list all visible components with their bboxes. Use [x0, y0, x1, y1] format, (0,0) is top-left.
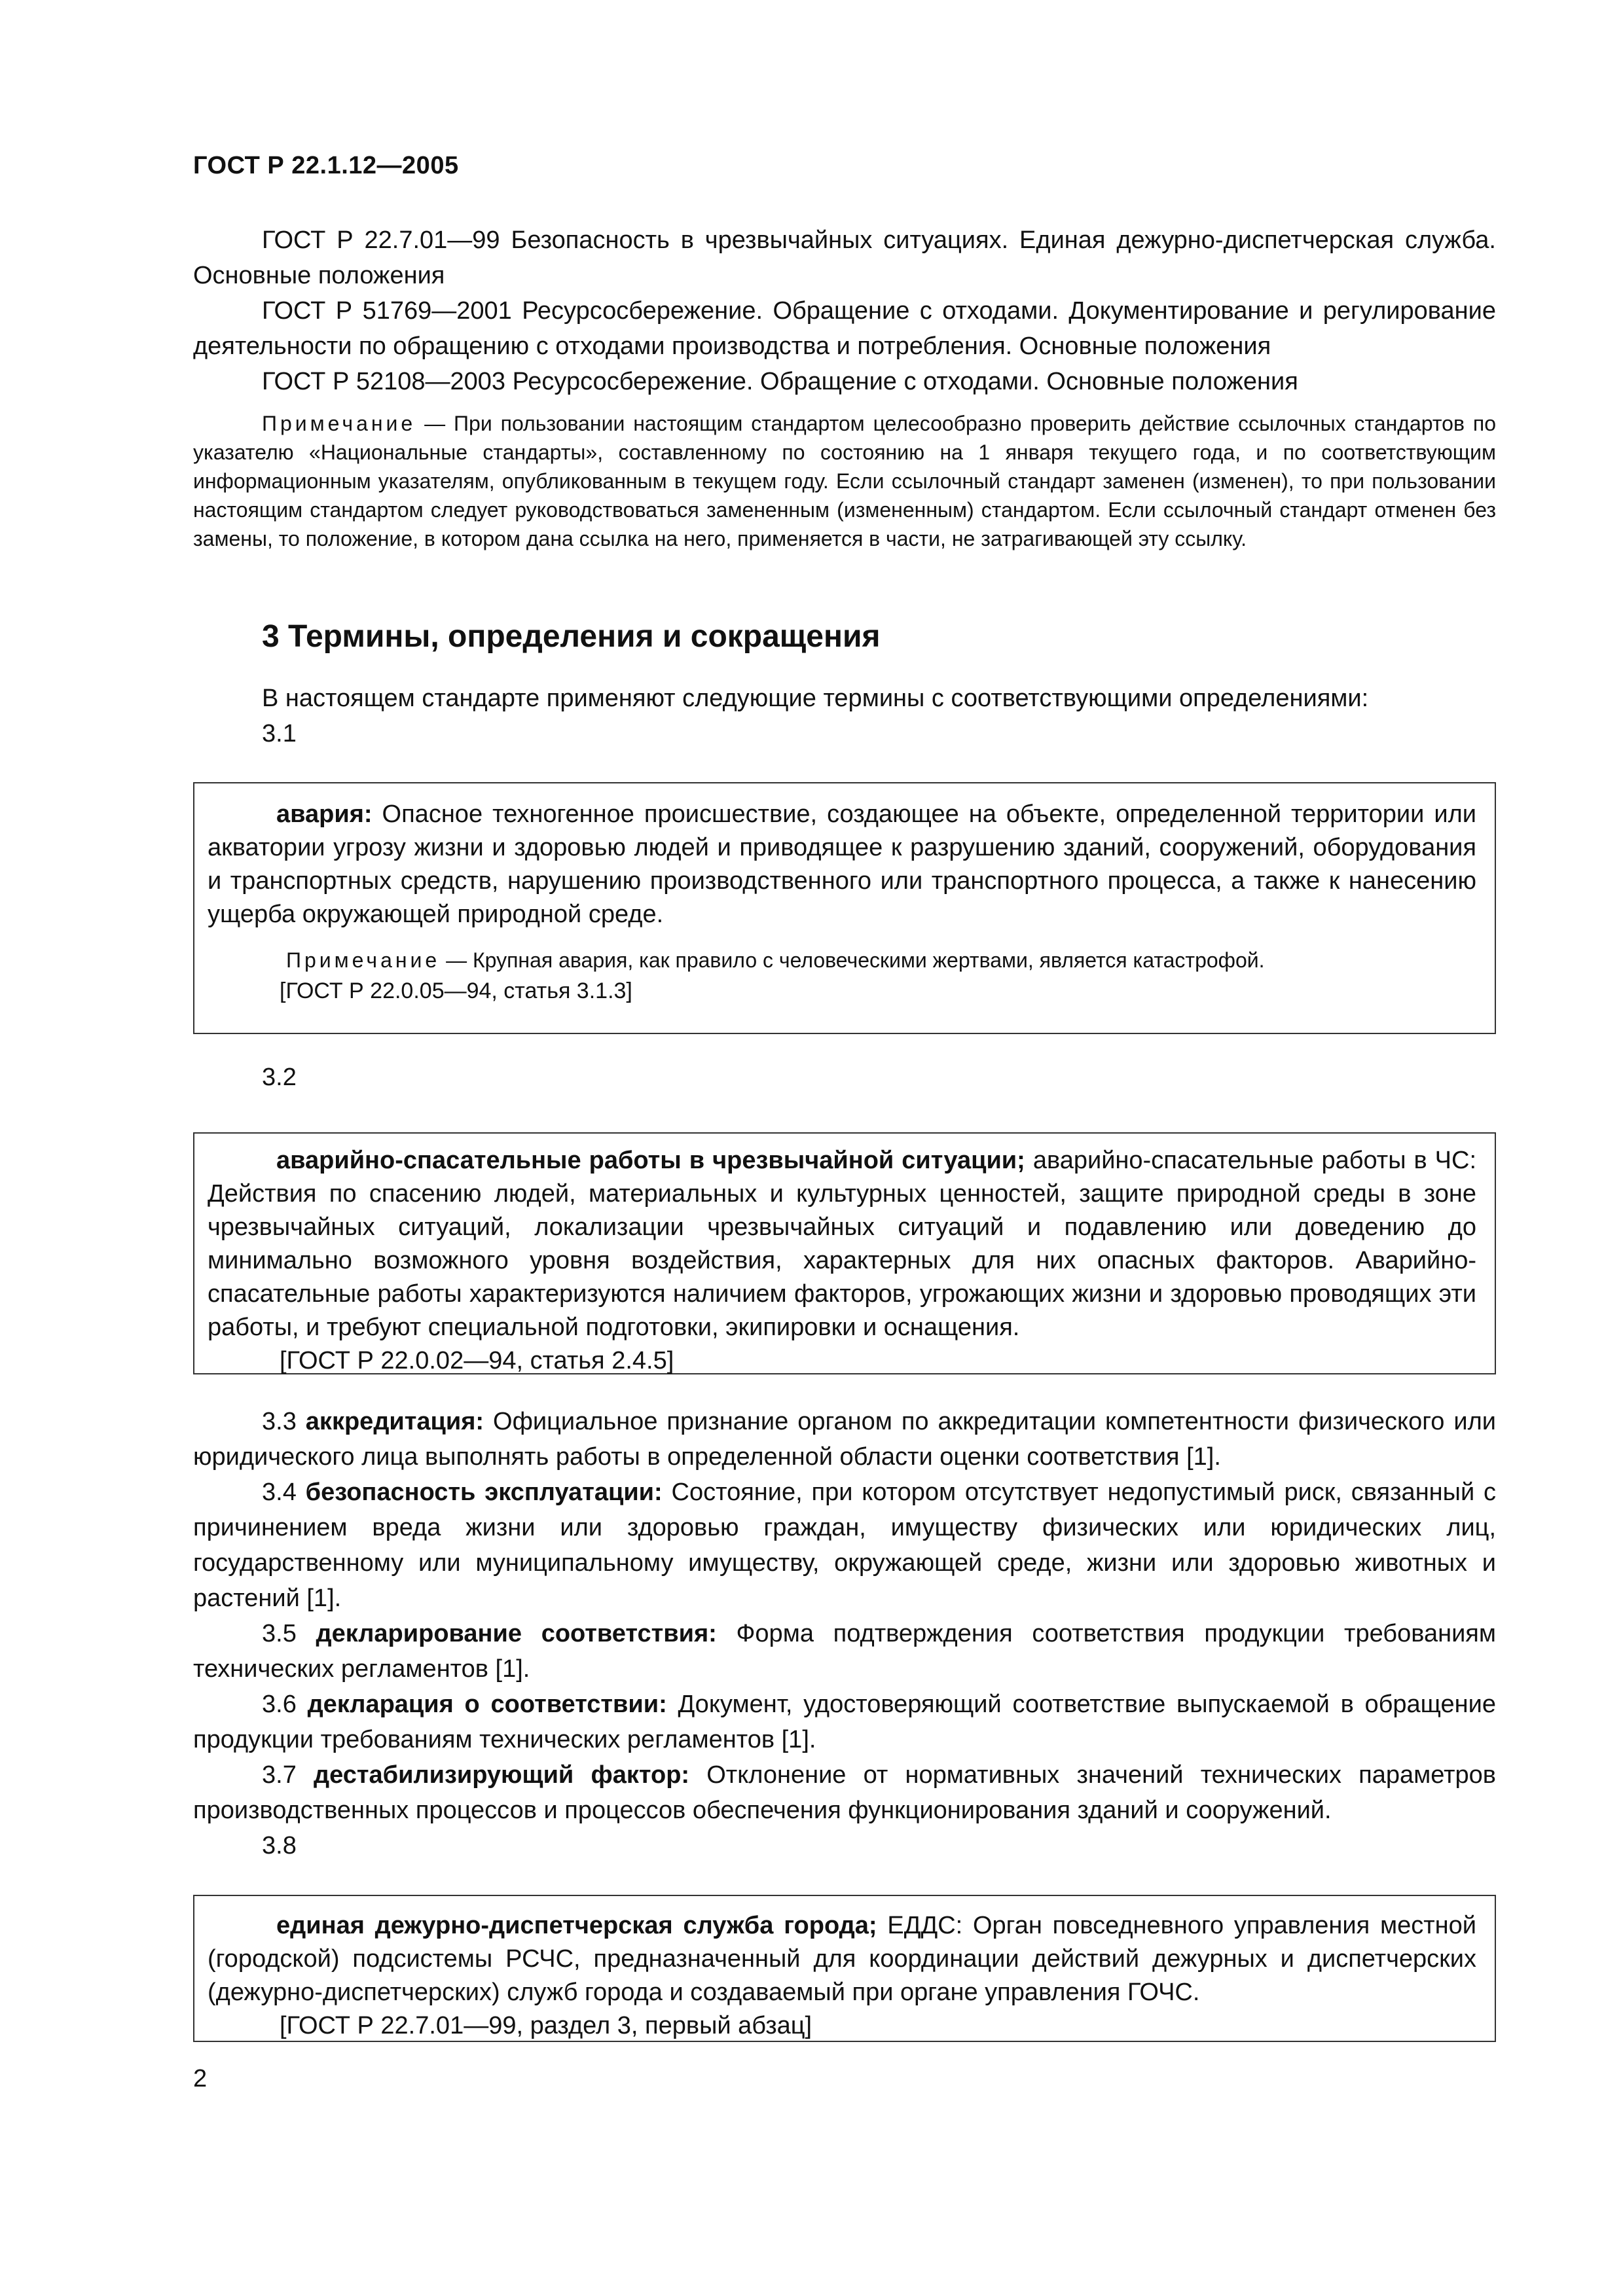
term-name: аварийно-спасательные работы в чрезвычайной ситуации; — [276, 1147, 1025, 1174]
term-entry-3-6 — [193, 1687, 1496, 1757]
term-number: 3.5 — [262, 1620, 297, 1647]
term-number-3-8: 3.8 — [262, 1832, 297, 1859]
term-entry-3-4 — [193, 1475, 1496, 1616]
note-label: Примечание — [262, 412, 416, 435]
term-number: 3.4 — [262, 1479, 297, 1506]
term-name: безопасность эксплуатации: — [305, 1479, 663, 1506]
note-text: — Крупная авария, как правило с человеческими жертвами, является катастрофой. — [440, 948, 1265, 972]
page-number: 2 — [193, 2065, 208, 2092]
term-name: дестабилизирующий фактор: — [314, 1761, 690, 1789]
term-box-3-2 — [193, 1132, 1496, 1374]
term-name: декларация о соответствии: — [307, 1691, 667, 1718]
reference-item: ГОСТ Р 52108—2003 Ресурсосбережение. Обращение с отходами. Основные положения — [262, 368, 1298, 395]
terms-list — [193, 1404, 1496, 1863]
term-number: 3.2 — [262, 1064, 297, 1091]
term-number: 3.6 — [262, 1691, 297, 1718]
term-number: 3.3 — [262, 1408, 297, 1435]
term-definition: Форма подтверждения соответствия продукции требованиям технических регламентов [1]. — [193, 1620, 1497, 1683]
term-definition: аварийно-спасательные работы в ЧС: Действия по спасению людей, материальных и культурных ценностей, защите природной среды в зоне чрезвычайных ситуаций, локализации чрезвычайных ситуаций и подавлению или доведению до минимально возможного уровня воздействия, характерных для них опасных факторов. Аварийно-спасательные работы характеризуются наличием факторов, угрожающих жизни и здоровью проводящих эти работы, и требуют специальной подготовки, экипировки и оснащения. — [208, 1147, 1476, 1341]
document-header: ГОСТ Р 22.1.12—2005 — [193, 152, 459, 179]
term-definition: Состояние, при котором отсутствует недопустимый риск, связанный с причинением вреда жизни или здоровью граждан, имуществу физических или юридических лиц, государственному или муниципальному имуществу, окружающей среде, жизни или здоровью животных и растений [1]. — [193, 1479, 1497, 1612]
term-definition: Опасное техногенное происшествие, создающее на объекте, определенной территории или акватории угрозу жизни и здоровью людей и приводящее к разрушению зданий, сооружений, оборудования и транспортных средств, нарушению производственного или транспортного процесса, а также к нанесению ущерба окружающей природной среде. — [208, 800, 1476, 928]
reference-note — [193, 409, 1496, 553]
term-definition: Отклонение от нормативных значений технических параметров производственных процессов и процессов обеспечения функционирования зданий и сооружений. — [193, 1761, 1496, 1824]
term-source: [ГОСТ Р 22.0.05—94, статья 3.1.3] — [280, 978, 632, 1003]
term-source: [ГОСТ Р 22.0.02—94, статья 2.4.5] — [280, 1347, 674, 1374]
term-number: 3.1 — [262, 720, 297, 747]
references-list — [193, 223, 1496, 399]
note-label: Примечание — [286, 948, 441, 972]
term-name: аккредитация: — [305, 1408, 484, 1435]
section-intro — [262, 681, 1506, 751]
term-number: 3.7 — [262, 1761, 297, 1789]
term-name: единая дежурно-диспетчерская служба города; — [276, 1912, 877, 1939]
note-text: — При пользовании настоящим стандартом целесообразно проверить действие ссылочных стандартов по указателю «Национальные стандарты», составленному по состоянию на 1 января текущего года, и по соответствующим информационным указателям, опубликованным в текущем году. Если ссылочный стандарт заменен (изменен), то при пользовании настоящим стандартом следует руководствоваться замененным (измененным) стандартом. Если ссылочный стандарт отменен без замены, то положение, в котором дана ссылка на него, применяется в части, не затрагивающей эту ссылку. — [193, 412, 1496, 550]
term-box-3-1 — [193, 782, 1496, 1034]
term-entry-3-5 — [193, 1616, 1496, 1687]
term-name: декларирование соответствия: — [316, 1620, 717, 1647]
term-box-3-8 — [193, 1895, 1496, 2042]
intro-text: В настоящем стандарте применяют следующие термины с соответствующими определениями: — [262, 685, 1369, 712]
reference-item: ГОСТ Р 22.7.01—99 Безопасность в чрезвычайных ситуациях. Единая дежурно-диспетчерская служба. Основные положения — [193, 226, 1496, 289]
term-source: [ГОСТ Р 22.7.01—99, раздел 3, первый абзац] — [280, 2012, 812, 2039]
term-entry-3-7 — [193, 1757, 1496, 1828]
term-entry-3-3 — [193, 1404, 1496, 1475]
reference-item: ГОСТ Р 51769—2001 Ресурсосбережение. Обращение с отходами. Документирование и регулирование деятельности по обращению с отходами производства и потребления. Основные положения — [193, 297, 1496, 360]
term-definition: Официальное признание органом по аккредитации компетентности физического или юридического лица выполнять работы в определенной области оценки соответствия [1]. — [193, 1408, 1496, 1471]
section-title: 3 Термины, определения и сокращения — [262, 619, 881, 654]
term-definition: ЕДДС: Орган повседневного управления местной (городской) подсистемы РСЧС, предназначенный для координации действий дежурных и диспетчерских (дежурно-диспетчерских) служб города и создаваемый при органе управления ГОЧС. — [208, 1912, 1476, 2006]
term-definition: Документ, удостоверяющий соответствие выпускаемой в обращение продукции требованиям технических регламентов [1]. — [193, 1691, 1496, 1753]
term-name: авария: — [276, 800, 373, 828]
